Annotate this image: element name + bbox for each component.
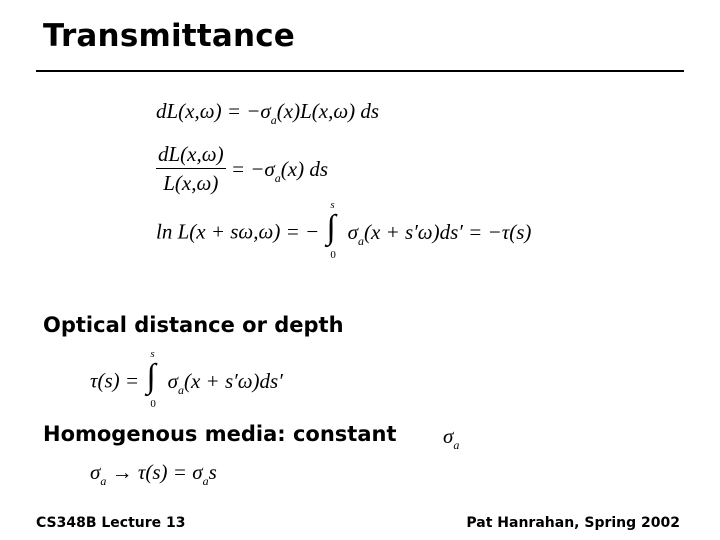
eq3-lhs: ln L(x + sω,ω) = −: [156, 219, 320, 244]
eq6-sub2: a: [202, 474, 209, 488]
equation-sigma-constant: [443, 424, 460, 452]
eq4-sub: a: [177, 382, 184, 397]
eq6-sigma: σ: [90, 460, 101, 484]
eq2-rhs-a: = −σ: [230, 156, 275, 181]
heading-optical-distance: Optical distance or depth: [43, 313, 344, 337]
eq4-sigma: σ: [167, 368, 178, 393]
eq5-sigma: σ: [443, 424, 454, 448]
eq3-sub: a: [358, 233, 365, 248]
eq3-upper-limit: s: [330, 199, 335, 211]
eq2-fraction: [156, 144, 226, 194]
eq2-denominator: L(x,ω): [156, 168, 226, 194]
equation-differential: [156, 99, 380, 127]
eq4-lower-limit: 0: [150, 398, 156, 410]
footer-course: CS348B Lecture 13: [36, 515, 186, 531]
eq3-rhs: (x + s′ω)ds′ = −τ(s): [364, 219, 532, 244]
eq4-lhs: τ(s) =: [90, 368, 140, 393]
eq4-upper-limit: s: [150, 348, 155, 360]
eq1-rhs: (x)L(x,ω) ds: [276, 99, 380, 123]
eq6-sub: a: [100, 474, 107, 488]
eq2-numerator: dL(x,ω): [158, 142, 224, 166]
eq1-sub: a: [270, 113, 277, 127]
equation-optical-depth: [90, 348, 283, 410]
eq6-mid: → τ(s) = σ: [106, 460, 203, 484]
eq6-tail: s: [208, 460, 217, 484]
eq4-integral: [144, 348, 162, 410]
equation-ratio: [156, 144, 328, 194]
equation-constant-depth: [90, 460, 217, 488]
eq3-lower-limit: 0: [330, 249, 336, 261]
eq3-sigma: σ: [347, 219, 359, 244]
eq5-sub: a: [453, 438, 460, 452]
title-divider: [36, 70, 684, 72]
heading-homogenous-media: Homogenous media: constant: [43, 422, 397, 446]
footer-author: Pat Hanrahan, Spring 2002: [466, 515, 680, 531]
eq3-integral: [324, 199, 342, 261]
integral-sign: ∫: [326, 209, 336, 246]
equation-log-integral: [156, 199, 532, 261]
integral-sign: ∫: [146, 358, 156, 395]
eq4-rhs: (x + s′ω)ds′: [183, 368, 283, 393]
eq1-lhs: dL(x,ω) = −σ: [156, 99, 271, 123]
slide-title: Transmittance: [43, 18, 296, 54]
eq2-sub: a: [274, 170, 281, 185]
eq2-rhs-b: (x) ds: [280, 156, 329, 181]
